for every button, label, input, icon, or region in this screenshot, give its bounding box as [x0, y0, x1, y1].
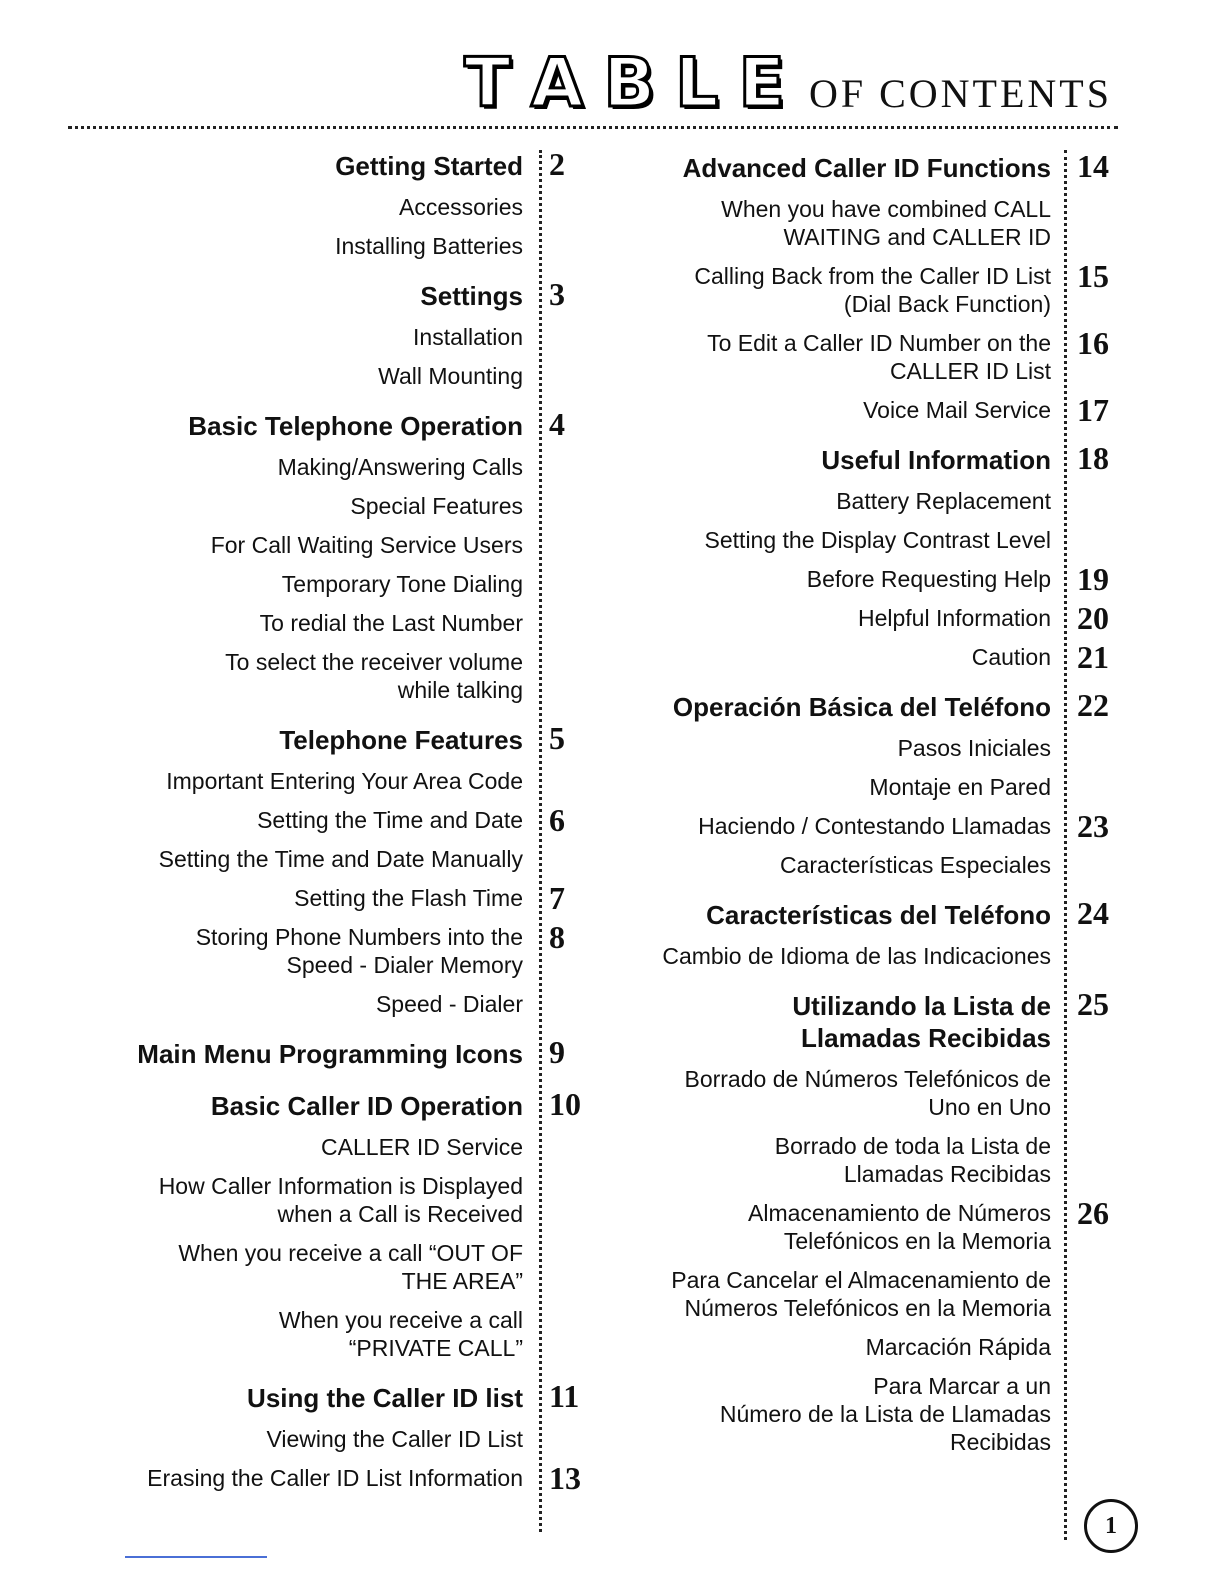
toc-page-number: 7	[549, 880, 565, 916]
toc-section-heading[interactable]	[80, 146, 565, 182]
toc-entry-label: Installation	[413, 324, 523, 350]
toc-entry-label: Telephone Features	[279, 725, 523, 755]
toc-section-heading[interactable]	[600, 895, 1109, 931]
toc-entry-label: Battery Replacement	[836, 488, 1051, 514]
title-letter-l: L	[675, 44, 721, 123]
toc-entry[interactable]	[600, 600, 1109, 636]
toc-left-column	[80, 146, 581, 1496]
toc-page-number: 23	[1077, 808, 1109, 844]
toc-section-heading[interactable]	[600, 986, 1109, 1054]
toc-entry-label: When you have combined CALL WAITING and CALLER ID	[721, 196, 1051, 250]
toc-entry[interactable]	[80, 323, 523, 351]
toc-page-number: 17	[1077, 392, 1109, 428]
toc-section-heading[interactable]	[80, 406, 565, 442]
toc-entry[interactable]	[600, 487, 1051, 515]
toc-entry[interactable]	[80, 453, 523, 481]
toc-page-number: 21	[1077, 639, 1109, 675]
toc-entry-label: Utilizando la Lista de Llamadas Recibidas	[792, 991, 1051, 1053]
title-rest: OF CONTENTS	[808, 71, 1112, 116]
toc-entry-label: Important Entering Your Area Code	[166, 768, 523, 794]
toc-entry-label: Borrado de toda la Lista de Llamadas Recibidas	[774, 1133, 1051, 1187]
toc-page-number: 4	[549, 406, 565, 442]
page-title	[464, 44, 1112, 123]
toc-entry[interactable]	[600, 1266, 1051, 1322]
toc-page-number: 8	[549, 919, 565, 955]
toc-entry[interactable]	[600, 526, 1051, 554]
toc-entry[interactable]	[600, 942, 1051, 970]
toc-page-number: 3	[549, 276, 565, 312]
toc-entry[interactable]	[80, 1133, 523, 1161]
toc-entry[interactable]	[80, 362, 523, 390]
toc-right-column	[600, 148, 1109, 1456]
toc-entry-label: Main Menu Programming Icons	[137, 1039, 523, 1069]
toc-page-number: 18	[1077, 440, 1109, 476]
toc-page-number: 26	[1077, 1195, 1109, 1231]
toc-entry[interactable]	[80, 1460, 581, 1496]
toc-page-number: 13	[549, 1460, 581, 1496]
toc-entry[interactable]	[600, 561, 1109, 597]
toc-entry-label: Setting the Display Contrast Level	[704, 527, 1051, 553]
toc-entry[interactable]	[80, 609, 523, 637]
toc-entry-label: Useful Information	[821, 445, 1051, 475]
toc-entry[interactable]	[80, 767, 523, 795]
title-letter-a: A	[530, 44, 586, 123]
toc-entry-label: Pasos Iniciales	[897, 735, 1051, 761]
toc-entry-label: Setting the Flash Time	[294, 885, 523, 911]
toc-entry-label: Accessories	[399, 194, 523, 220]
toc-entry[interactable]	[80, 802, 565, 838]
toc-entry[interactable]	[80, 1239, 523, 1295]
toc-entry[interactable]	[80, 531, 523, 559]
toc-entry-label: CALLER ID Service	[321, 1134, 523, 1160]
toc-page-number: 11	[549, 1378, 580, 1414]
toc-entry[interactable]	[80, 845, 523, 873]
toc-page-number: 22	[1077, 687, 1109, 723]
toc-page-number: 6	[549, 802, 565, 838]
toc-entry-label: Operación Básica del Teléfono	[672, 692, 1051, 722]
toc-entry-label: Setting the Time and Date	[257, 807, 523, 833]
toc-page-number: 10	[549, 1086, 581, 1122]
footnote-rule	[125, 1556, 267, 1558]
toc-entry[interactable]	[600, 808, 1109, 844]
left-dotted-divider	[539, 150, 542, 1532]
toc-entry[interactable]	[80, 1172, 523, 1228]
toc-entry-label: Storing Phone Numbers into the Speed - Dialer Memory	[195, 924, 523, 978]
toc-entry[interactable]	[600, 1333, 1051, 1361]
toc-page-number: 2	[549, 146, 565, 182]
toc-entry-label: Haciendo / Contestando Llamadas	[698, 813, 1051, 839]
toc-entry-label: To redial the Last Number	[259, 610, 523, 636]
toc-page-number: 5	[549, 720, 565, 756]
toc-page-number: 24	[1077, 895, 1109, 931]
toc-entry[interactable]	[600, 325, 1109, 385]
toc-section-heading[interactable]	[80, 276, 565, 312]
toc-entry-label: When you receive a call “PRIVATE CALL”	[278, 1307, 523, 1361]
toc-entry-label: Cambio de Idioma de las Indicaciones	[662, 943, 1051, 969]
toc-page-number: 20	[1077, 600, 1109, 636]
toc-entry[interactable]	[80, 492, 523, 520]
toc-entry-label: Borrado de Números Telefónicos de Uno en Uno	[684, 1066, 1051, 1120]
toc-entry-label: When you receive a call “OUT OF THE AREA”	[178, 1240, 523, 1294]
toc-entry[interactable]	[600, 734, 1051, 762]
toc-entry[interactable]	[80, 648, 523, 704]
toc-entry[interactable]	[600, 851, 1051, 879]
toc-entry-label: Advanced Caller ID Functions	[682, 153, 1051, 183]
toc-entry-label: For Call Waiting Service Users	[210, 532, 523, 558]
toc-page-number: 9	[549, 1034, 565, 1070]
toc-entry[interactable]	[600, 1132, 1051, 1188]
toc-entry-label: Voice Mail Service	[863, 397, 1051, 423]
toc-section-heading[interactable]	[80, 1378, 580, 1414]
toc-section-heading[interactable]	[600, 440, 1109, 476]
toc-page-number: 15	[1077, 258, 1109, 294]
toc-entry-label: Basic Caller ID Operation	[210, 1091, 523, 1121]
toc-entry-label: Erasing the Caller ID List Information	[147, 1465, 523, 1491]
toc-entry-label: Almacenamiento de Números Telefónicos en la Memoria	[748, 1200, 1051, 1254]
toc-entry-label: Using the Caller ID list	[247, 1383, 523, 1413]
toc-entry[interactable]	[80, 232, 523, 260]
right-dotted-divider	[1064, 150, 1067, 1540]
toc-entry-label: How Caller Information is Displayed when a Call is Received	[158, 1173, 523, 1227]
toc-entry[interactable]	[600, 1195, 1109, 1255]
toc-entry[interactable]	[600, 1372, 1051, 1456]
toc-entry[interactable]	[80, 919, 565, 979]
toc-entry-label: Para Marcar a un Número de la Lista de Llamadas Recibidas	[719, 1373, 1051, 1455]
toc-section-heading[interactable]	[80, 720, 565, 756]
toc-page-number: 19	[1077, 561, 1109, 597]
toc-entry[interactable]	[80, 570, 523, 598]
toc-entry[interactable]	[600, 773, 1051, 801]
toc-entry[interactable]	[80, 1425, 523, 1453]
toc-entry-label: Making/Answering Calls	[277, 454, 523, 480]
toc-entry-label: Speed - Dialer	[375, 991, 523, 1017]
toc-entry[interactable]	[80, 990, 523, 1018]
toc-entry-label: To Edit a Caller ID Number on the CALLER ID List	[707, 330, 1051, 384]
toc-entry[interactable]	[600, 639, 1109, 675]
toc-entry-label: To select the receiver volume while talking	[225, 649, 523, 703]
toc-entry[interactable]	[80, 1306, 523, 1362]
toc-entry[interactable]	[600, 392, 1109, 428]
toc-entry-label: Viewing the Caller ID List	[266, 1426, 523, 1452]
toc-entry-label: Montaje en Pared	[869, 774, 1051, 800]
toc-entry-label: Setting the Time and Date Manually	[158, 846, 523, 872]
title-letter-e: E	[738, 44, 787, 123]
toc-entry-label: Características Especiales	[780, 852, 1051, 878]
toc-section-heading[interactable]	[80, 1086, 581, 1122]
page-number-badge: 1	[1084, 1499, 1138, 1553]
toc-section-heading[interactable]	[600, 687, 1109, 723]
toc-entry-label: Getting Started	[335, 151, 523, 181]
toc-entry[interactable]	[80, 193, 523, 221]
toc-entry-label: Settings	[420, 281, 523, 311]
title-letter-t: T	[464, 44, 513, 123]
toc-entry-label: Installing Batteries	[335, 233, 523, 259]
toc-page-number: 25	[1077, 986, 1109, 1022]
toc-entry-label: Special Features	[350, 493, 523, 519]
toc-entry[interactable]	[600, 1065, 1051, 1121]
toc-entry[interactable]	[600, 195, 1051, 251]
toc-entry-label: Helpful Information	[857, 605, 1051, 631]
toc-entry[interactable]	[600, 258, 1109, 318]
toc-entry-label: Características del Teléfono	[706, 900, 1051, 930]
title-letter-b: B	[603, 44, 658, 123]
title-dotted-rule	[68, 126, 1118, 129]
toc-entry-label: Marcación Rápida	[865, 1334, 1051, 1360]
toc-entry-label: Calling Back from the Caller ID List (Dial Back Function)	[694, 263, 1051, 317]
toc-entry-label: Para Cancelar el Almacenamiento de Números Telefónicos en la Memoria	[671, 1267, 1051, 1321]
toc-entry-label: Caution	[971, 644, 1051, 670]
toc-section-heading[interactable]	[600, 148, 1109, 184]
toc-entry[interactable]	[80, 880, 565, 916]
toc-page-number: 14	[1077, 148, 1109, 184]
toc-entry-label: Wall Mounting	[378, 363, 523, 389]
toc-section-heading[interactable]	[80, 1034, 565, 1070]
toc-entry-label: Before Requesting Help	[806, 566, 1051, 592]
toc-entry-label: Basic Telephone Operation	[188, 411, 523, 441]
toc-entry-label: Temporary Tone Dialing	[281, 571, 523, 597]
toc-page-number: 16	[1077, 325, 1109, 361]
